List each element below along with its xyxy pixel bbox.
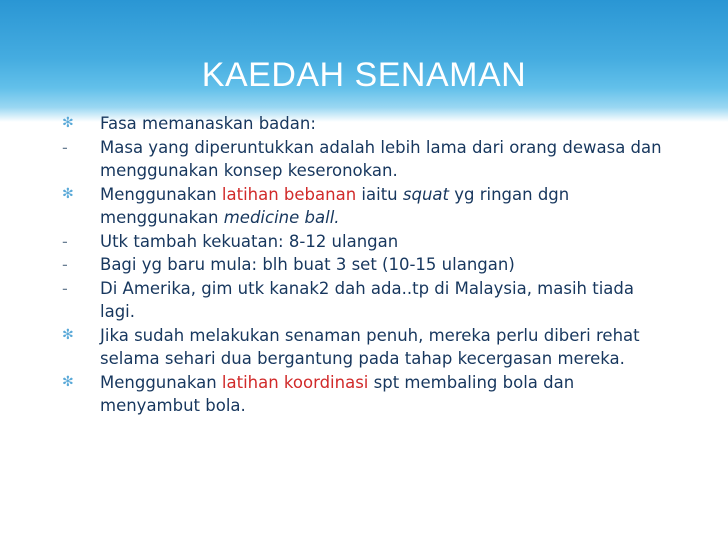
asterisk-bullet-icon: ✻ — [62, 115, 74, 131]
bullet-list — [62, 112, 672, 418]
item-text: Fasa memanaskan badan: — [100, 114, 316, 133]
highlight-text: latihan bebanan — [221, 184, 357, 204]
list-item — [62, 253, 672, 277]
italic-text: squat — [402, 184, 449, 204]
list-item — [62, 230, 672, 254]
dash-bullet-icon: - — [62, 231, 68, 251]
item-text: Menggunakan — [100, 184, 222, 204]
asterisk-bullet-icon: ✻ — [62, 373, 74, 390]
asterisk-bullet-icon: ✻ — [62, 326, 74, 343]
item-text: Bagi yg baru mula: blh buat 3 set (10-15 ulangan) — [100, 255, 515, 274]
item-text: iaitu — [356, 184, 403, 204]
dash-bullet-icon: - — [62, 255, 68, 274]
list-item — [62, 183, 672, 230]
item-text: Menggunakan — [100, 372, 222, 392]
dash-bullet-icon: - — [62, 137, 68, 157]
list-item — [62, 277, 672, 324]
item-text: Jika sudah melakukan senaman penuh, mereka perlu diberi rehat selama sehari dua bergantung pada tahap kecergasan mereka. — [100, 325, 640, 368]
list-item — [62, 136, 672, 183]
list-item — [62, 371, 672, 418]
item-text: Masa yang diperuntukkan adalah lebih lama dari orang dewasa dan menggunakan konsep keseronokan. — [100, 137, 662, 180]
dash-bullet-icon: - — [62, 278, 68, 298]
item-text: Utk tambah kekuatan: 8-12 ulangan — [100, 231, 399, 251]
asterisk-bullet-icon: ✻ — [62, 185, 74, 202]
slide-title: KAEDAH SENAMAN — [201, 56, 527, 94]
item-text: yg ringan dgn menggunakan — [100, 184, 570, 227]
item-text: spt membaling bola dan menyambut bola. — [100, 372, 575, 415]
highlight-text: latihan koordinasi — [221, 372, 369, 392]
item-text: Di Amerika, gim utk kanak2 dah ada..tp di Malaysia, masih tiada lagi. — [100, 278, 634, 321]
list-item — [62, 112, 672, 136]
list-item — [62, 324, 672, 371]
italic-text: medicine ball. — [223, 208, 340, 227]
